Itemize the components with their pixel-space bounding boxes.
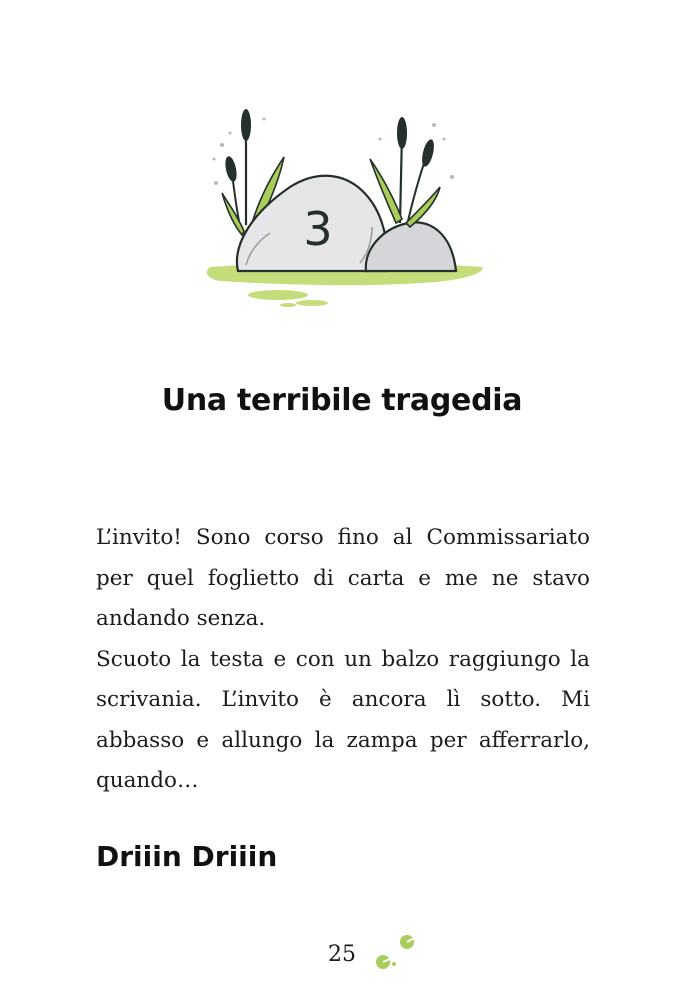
reed-leaf <box>222 193 244 235</box>
grass-patch <box>280 303 296 307</box>
lily-dot <box>392 962 396 966</box>
chapter-number: 3 <box>303 202 333 256</box>
lily-pad <box>400 935 414 949</box>
cattail <box>420 138 436 168</box>
cattail <box>397 117 407 149</box>
page-number: 25 <box>328 942 356 967</box>
sound-effect: Driiin Driiin <box>96 840 278 873</box>
body-text <box>96 518 590 802</box>
grass-patch <box>248 290 308 300</box>
cattail <box>241 109 251 141</box>
paragraph: L’invito! Sono corso fino al Commissariato per quel foglietto di carta e me ne stavo andando senza. <box>96 525 590 631</box>
cattail <box>223 155 238 183</box>
paragraph: Scuoto la testa e con un balzo raggiungo la scrivania. L’invito è ancora lì sotto. Mi abbasso e allungo la zampa per afferrarlo, quando… <box>96 646 590 793</box>
lily-pad <box>376 955 390 969</box>
lily-pad-icon <box>372 930 422 974</box>
grass-patch <box>296 300 328 306</box>
chapter-title: Una terribile tragedia <box>161 383 523 418</box>
chapter-illustration <box>200 95 490 315</box>
